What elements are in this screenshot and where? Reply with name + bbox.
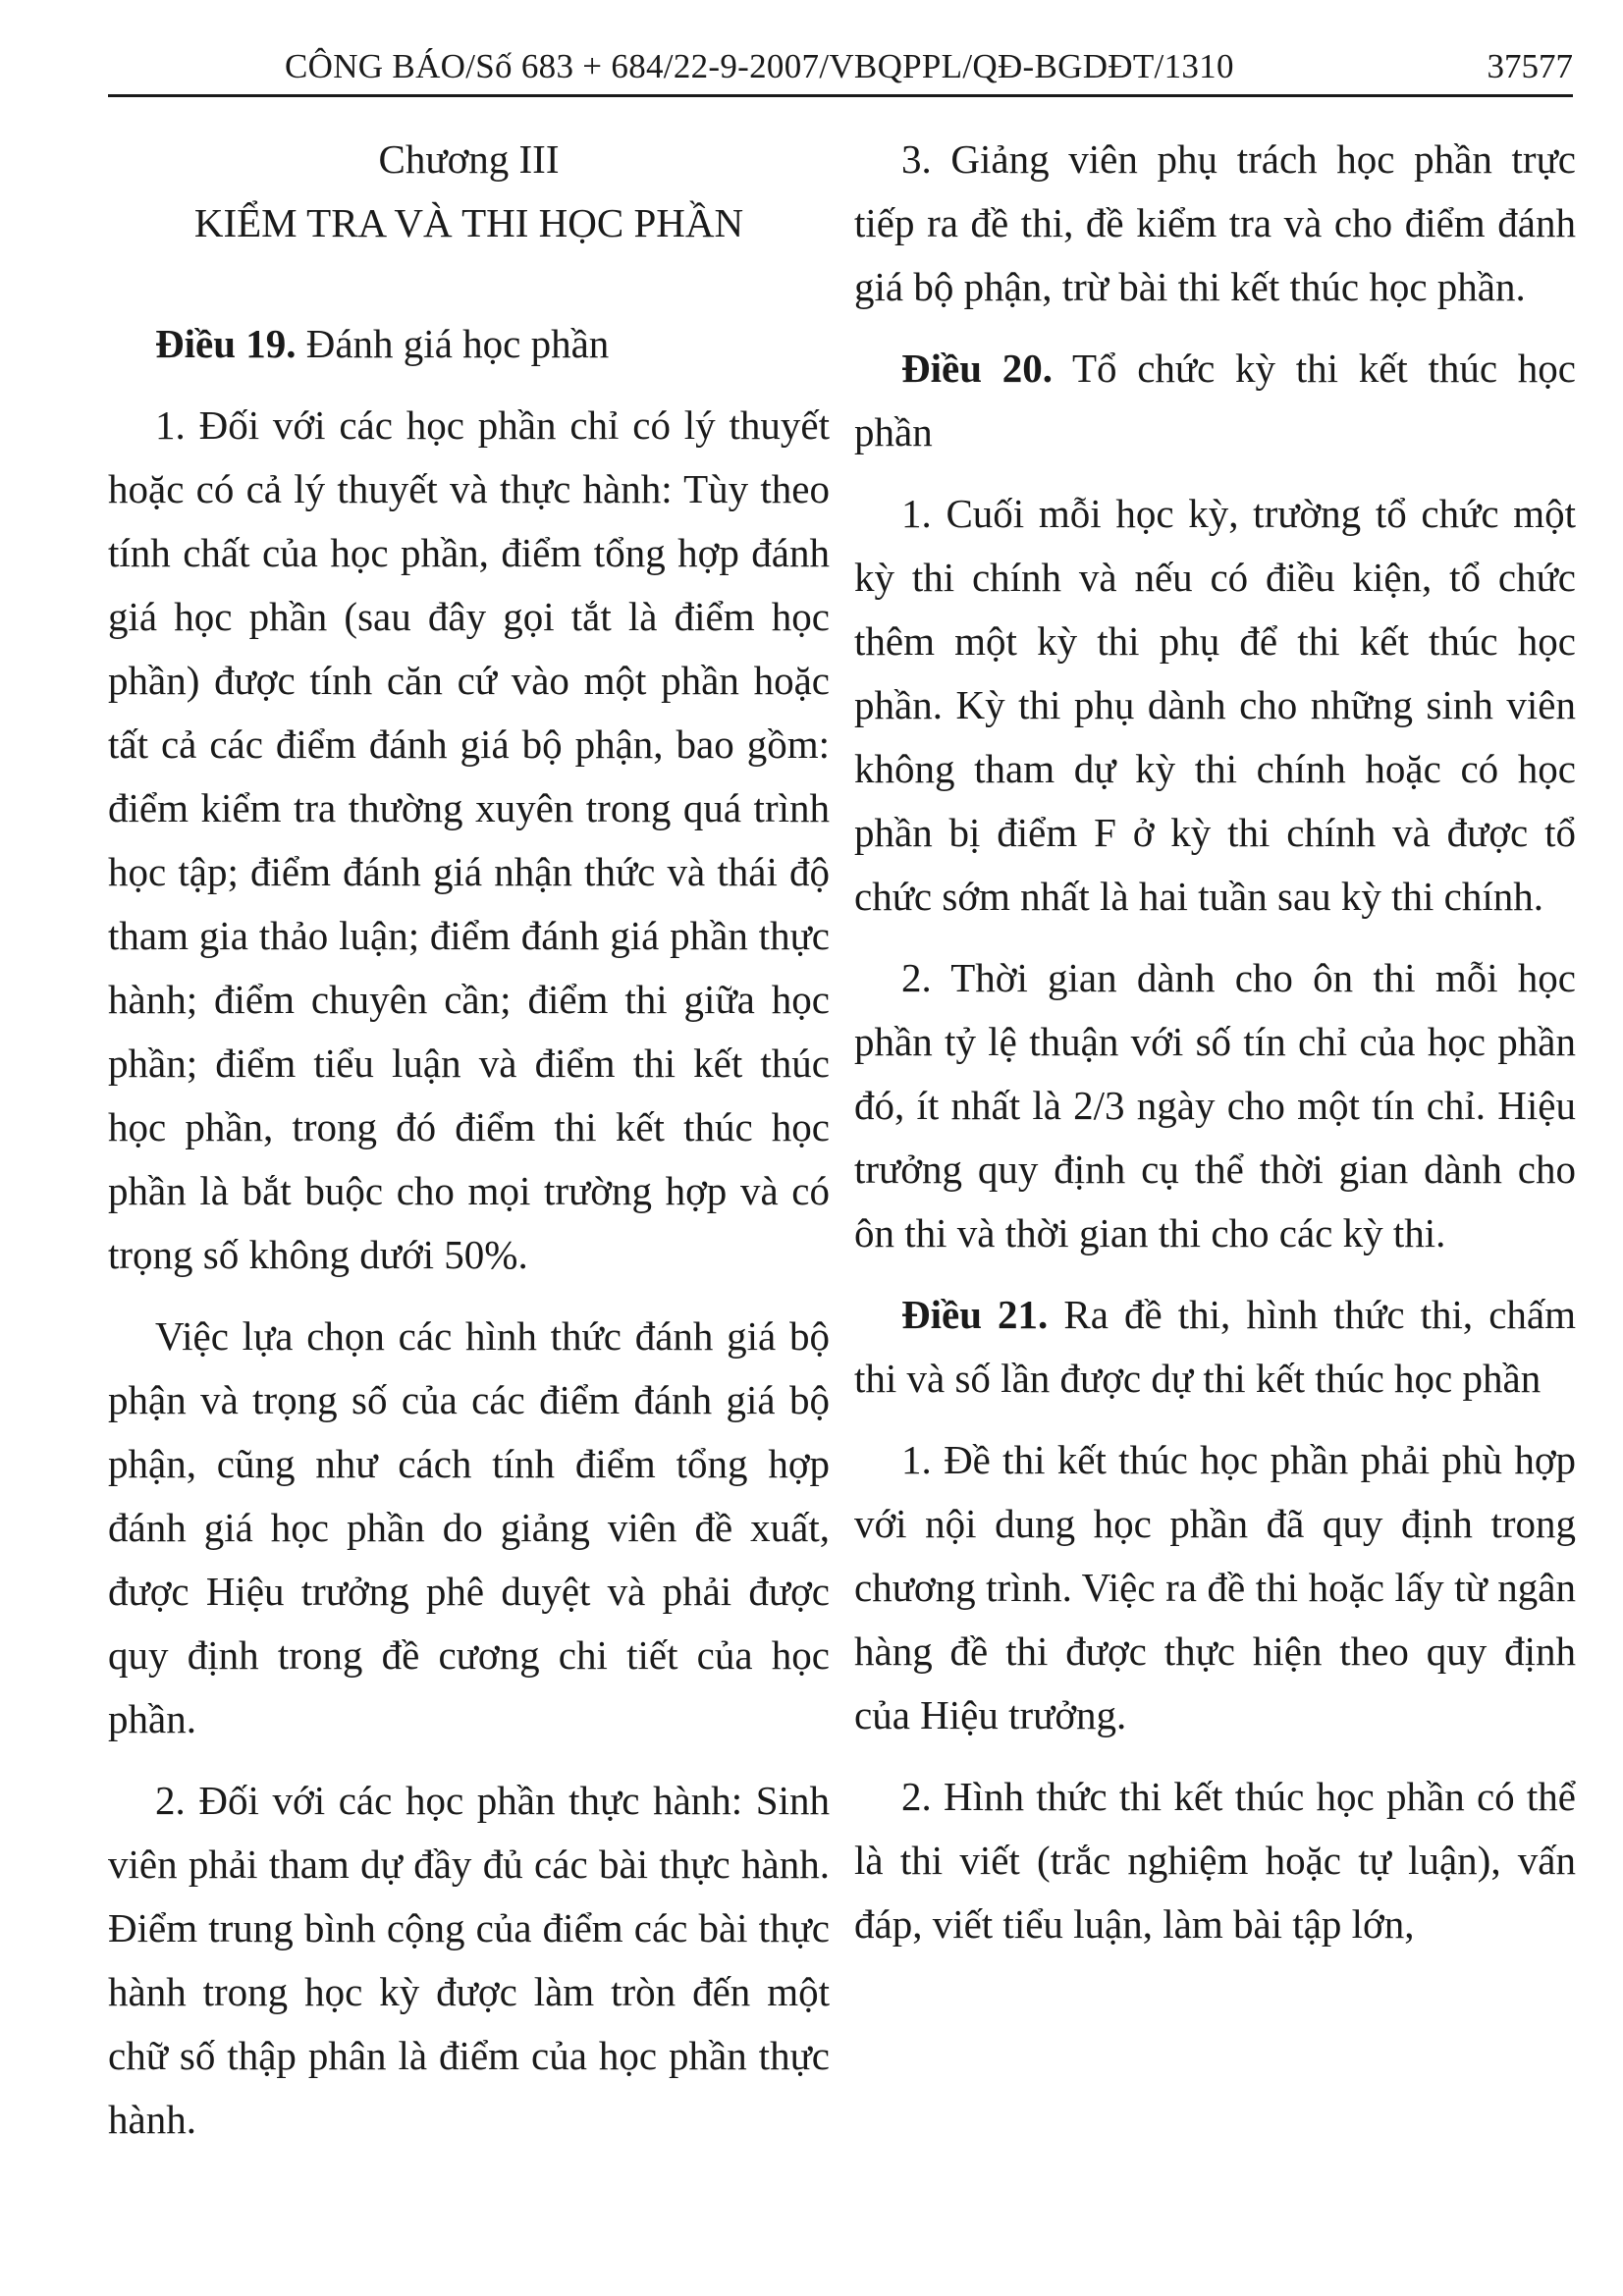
article-20-title: Tổ chức kỳ thi kết thúc học phần: [854, 346, 1576, 454]
article-21-number: Điều 21.: [901, 1292, 1049, 1337]
left-column: [108, 128, 830, 2169]
article-19-paragraph-1: 1. Đối với các học phần chỉ có lý thuyết hoặc có cả lý thuyết và thực hành: Tùy theo tính chất của học phần, điểm tổng hợp đánh giá học phần (sau đây gọi tắt là điểm học phần) được tính căn cứ vào một phần hoặc tất cả các điểm đánh giá bộ phận, bao gồm: điểm kiểm tra thường xuyên trong quá trình học tập; điểm đánh giá nhận thức và thái độ tham gia thảo luận; điểm đánh giá phần thực hành; điểm chuyên cần; điểm thi giữa học phần; điểm tiểu luận và điểm thi kết thúc học phần, trong đó điểm thi kết thúc học phần là bắt buộc cho mọi trường hợp và có trọng số không dưới 50%.: [108, 402, 830, 1277]
chapter-label: Chương III: [378, 136, 560, 182]
chapter-title: KIỂM TRA VÀ THI HỌC PHẦN: [193, 200, 744, 245]
article-19-heading: [108, 312, 830, 376]
gazette-reference: CÔNG BÁO/Số 683 + 684/22-9-2007/VBQPPL/QĐ-BGDĐT/1310: [285, 47, 1234, 85]
article-21-heading: [854, 1283, 1576, 1411]
page-header: [108, 47, 1573, 96]
page-number: 37577: [1487, 47, 1573, 85]
article-19-paragraph-2: 2. Đối với các học phần thực hành: Sinh viên phải tham dự đầy đủ các bài thực hành. Điểm trung bình cộng của điểm các bài thực hành trong học kỳ được làm tròn đến một chữ số thập phân là điểm của học phần thực hành.: [108, 1778, 830, 2142]
article-19-title: Đánh giá học phần: [305, 321, 610, 366]
article-20-paragraph-1: 1. Cuối mỗi học kỳ, trường tổ chức một kỳ thi chính và nếu có điều kiện, tổ chức thêm một kỳ thi phụ để thi kết thúc học phần. Kỳ thi phụ dành cho những sinh viên không tham dự kỳ thi chính hoặc có học phần bị điểm F ở kỳ thi chính và được tổ chức sớm nhất là hai tuần sau kỳ thi chính.: [854, 491, 1576, 919]
header-divider: [108, 94, 1573, 97]
article-19-paragraph-3: 3. Giảng viên phụ trách học phần trực tiếp ra đề thi, đề kiểm tra và cho điểm đánh giá bộ phận, trừ bài thi kết thúc học phần.: [854, 136, 1576, 309]
article-20-number: Điều 20.: [901, 346, 1053, 391]
article-19-number: Điều 19.: [155, 321, 297, 366]
article-20-paragraph-2: 2. Thời gian dành cho ôn thi mỗi học phần tỷ lệ thuận với số tín chỉ của học phần đó, ít nhất là 2/3 ngày cho một tín chỉ. Hiệu trưởng quy định cụ thể thời gian dành cho ôn thi và thời gian thi cho các kỳ thi.: [854, 955, 1576, 1255]
article-19-paragraph-1b: Việc lựa chọn các hình thức đánh giá bộ phận và trọng số của các điểm đánh giá bộ phận, cũng như cách tính điểm tổng hợp đánh giá học phần do giảng viên đề xuất, được Hiệu trưởng phê duyệt và phải được quy định trong đề cương chi tiết của học phần.: [108, 1313, 830, 1741]
article-21-paragraph-2: 2. Hình thức thi kết thúc học phần có thể là thi viết (trắc nghiệm hoặc tự luận), vấn đáp, viết tiểu luận, làm bài tập lớn,: [854, 1774, 1576, 1947]
article-21-paragraph-1: 1. Đề thi kết thúc học phần phải phù hợp với nội dung học phần đã quy định trong chương trình. Việc ra đề thi hoặc lấy từ ngân hàng đề thi được thực hiện theo quy định của Hiệu trưởng.: [854, 1437, 1576, 1737]
right-column: [854, 128, 1576, 1974]
article-20-heading: [854, 337, 1576, 464]
article-21-title: Ra đề thi, hình thức thi, chấm thi và số lần được dự thi kết thúc học phần: [854, 1292, 1577, 1401]
